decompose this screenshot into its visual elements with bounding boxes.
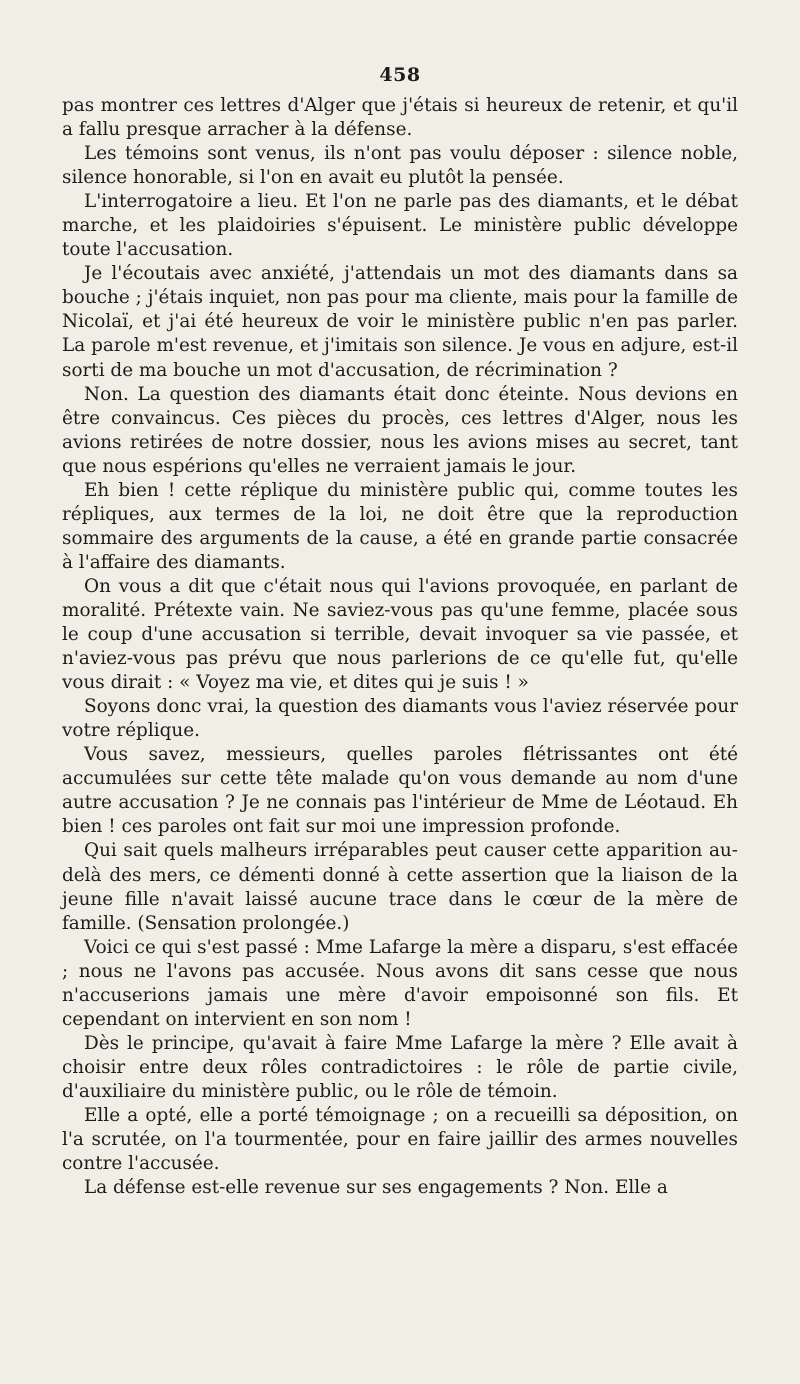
paragraph: On vous a dit que c'était nous qui l'avions provoquée, en parlant de moralité. Prétexte vain. Ne saviez-vous pas qu'une femme, placée sous le coup d'une accusation si terrible, devait invoquer sa vie passée, et n'aviez-vous pas prévu que nous parlerions de ce qu'elle fut, qu'elle vous dirait : « Voyez ma vie, et dites qui je suis ! » [62, 575, 738, 694]
paragraph: Vous savez, messieurs, quelles paroles flétrissantes ont été accumulées sur cette tête malade qu'on vous demande au nom d'une autre accusation ? Je ne connais pas l'intérieur de Mme de Léotaud. Eh bien ! ces paroles ont fait sur moi une impression profonde. [62, 744, 738, 838]
paragraph: Elle a opté, elle a porté témoignage ; on a recueilli sa déposition, on l'a scrutée, on l'a tourmentée, pour en faire jaillir des armes nouvelles contre l'accusée. [62, 1104, 738, 1175]
paragraph: La défense est-elle revenue sur ses engagements ? Non. Elle a [84, 1177, 668, 1199]
paragraph: Les témoins sont venus, ils n'ont pas voulu déposer : silence noble, silence honorable, si l'on en avait eu plutôt la pensée. [62, 143, 738, 189]
page-number: 458 [379, 64, 421, 86]
paragraph: L'interrogatoire a lieu. Et l'on ne parle pas des diamants, et le débat marche, et les plaidoiries s'épuisent. Le ministère public développe toute l'accusation. [62, 191, 738, 261]
body-text [62, 94, 738, 1200]
paragraph: Qui sait quels malheurs irréparables peut causer cette apparition au-delà des mers, ce démenti donné à cette assertion que la liaison de la jeune fille n'avait laissé aucune trace dans le cœur de la mère de famille. (Sensation prolongée.) [62, 840, 738, 934]
paragraph: Voici ce qui s'est passé : Mme Lafarge la mère a disparu, s'est effacée ; nous ne l'avons pas accusée. Nous avons dit sans cesse que nous n'accuserions jamais une mère d'avoir empoisonné son fils. Et cependant on intervient en son nom ! [62, 936, 738, 1030]
paragraph: Eh bien ! cette réplique du ministère public qui, comme toutes les répliques, aux termes de la loi, ne doit être que la reproduction sommaire des arguments de la cause, a été en grande partie consacrée à l'affaire des diamants. [62, 479, 738, 573]
paragraph: Je l'écoutais avec anxiété, j'attendais un mot des diamants dans sa bouche ; j'étais inquiet, non pas pour ma cliente, mais pour la famille de Nicolaï, et j'ai été heureux de voir le ministère public n'en pas parler. La parole m'est revenue, et j'imitais son silence. Je vous en adjure, est-il sorti de ma bouche un mot d'accusation, de récrimination ? [62, 263, 738, 381]
paragraph: Soyons donc vrai, la question des diamants vous l'aviez réservée pour votre réplique. [62, 696, 738, 742]
paragraph: pas montrer ces lettres d'Alger que j'étais si heureux de retenir, et qu'il a fallu presque arracher à la défense. [62, 95, 738, 141]
paragraph: Dès le principe, qu'avait à faire Mme Lafarge la mère ? Elle avait à choisir entre deux rôles contradictoires : le rôle de partie civile, d'auxiliaire du ministère public, ou le rôle de témoin. [62, 1032, 738, 1102]
paragraph: Non. La question des diamants était donc éteinte. Nous devions en être convaincus. Ces pièces du procès, ces lettres d'Alger, nous les avions retirées de notre dossier, nous les avions mises au secret, tant que nous espérions qu'elles ne verraient jamais le jour. [62, 383, 738, 477]
